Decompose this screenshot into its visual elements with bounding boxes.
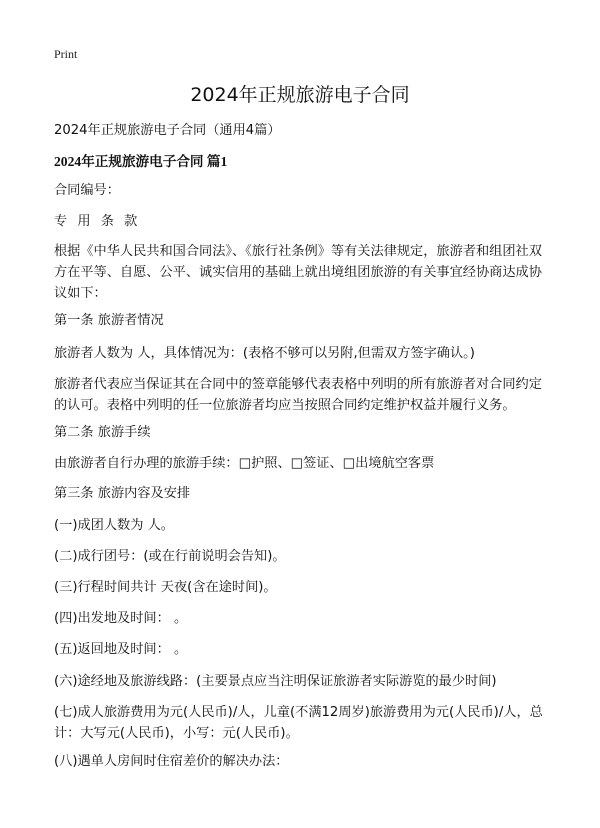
list-item: (六)途经地及旅游线路：(主要景点应当注明保证旅游者实际游览的最少时间) xyxy=(54,674,497,689)
list-item: (三)行程时间共计 天夜(含在途时间)。 xyxy=(54,580,277,595)
list-item: (一)成团人数为 人。 xyxy=(54,518,174,533)
list-item: (八)遇单人房间时住宿差价的解决办法： xyxy=(54,754,289,769)
list-item: (二)成行团号：(或在行前说明会告知)。 xyxy=(54,549,286,564)
article1-paragraph1: 旅游者人数为 人，具体情况为：(表格不够可以另附,但需双方签字确认。) xyxy=(54,346,475,361)
article2-title: 第二条 旅游手续 xyxy=(54,425,151,440)
list-item: (四)出发地及时间： 。 xyxy=(54,611,188,626)
article1-title: 第一条 旅游者情况 xyxy=(54,313,164,328)
document-title: 2024年正规旅游电子合同 xyxy=(190,84,410,106)
special-terms-heading: 专 用 条 款 xyxy=(54,214,141,229)
article2-paragraph1: 由旅游者自行办理的旅游手续：□护照、□签证、□出境航空客票 xyxy=(54,456,435,471)
list-item: (五)返回地及时间： 。 xyxy=(54,642,188,657)
intro-paragraph: 根据《中华人民共和国合同法》、《旅行社条例》等有关法律规定，旅游者和组团社双方在平等、自愿、公平、诚实信用的基础上就出境组团旅游的有关事宜经协商达成协议如下： xyxy=(54,244,542,301)
article3-title: 第三条 旅游内容及安排 xyxy=(54,486,191,501)
list-item: (七)成人旅游费用为元(人民币)/人，儿童(不满12周岁)旅游费用为元(人民币)/人，总计：大写元(人民币)，小写：元(人民币)。 xyxy=(54,705,543,741)
contract-number: 合同编号： xyxy=(54,183,120,198)
article1-paragraph2: 旅游者代表应当保证其在合同中的签章能够代表表格中列明的所有旅游者对合同约定的认可。表格中列明的任一位旅游者均应当按照合同约定维护权益并履行义务。 xyxy=(54,377,542,413)
print-label[interactable]: Print xyxy=(54,47,78,61)
section-heading: 2024年正规旅游电子合同 篇1 xyxy=(54,154,228,169)
document-subtitle: 2024年正规旅游电子合同（通用4篇） xyxy=(54,123,281,138)
